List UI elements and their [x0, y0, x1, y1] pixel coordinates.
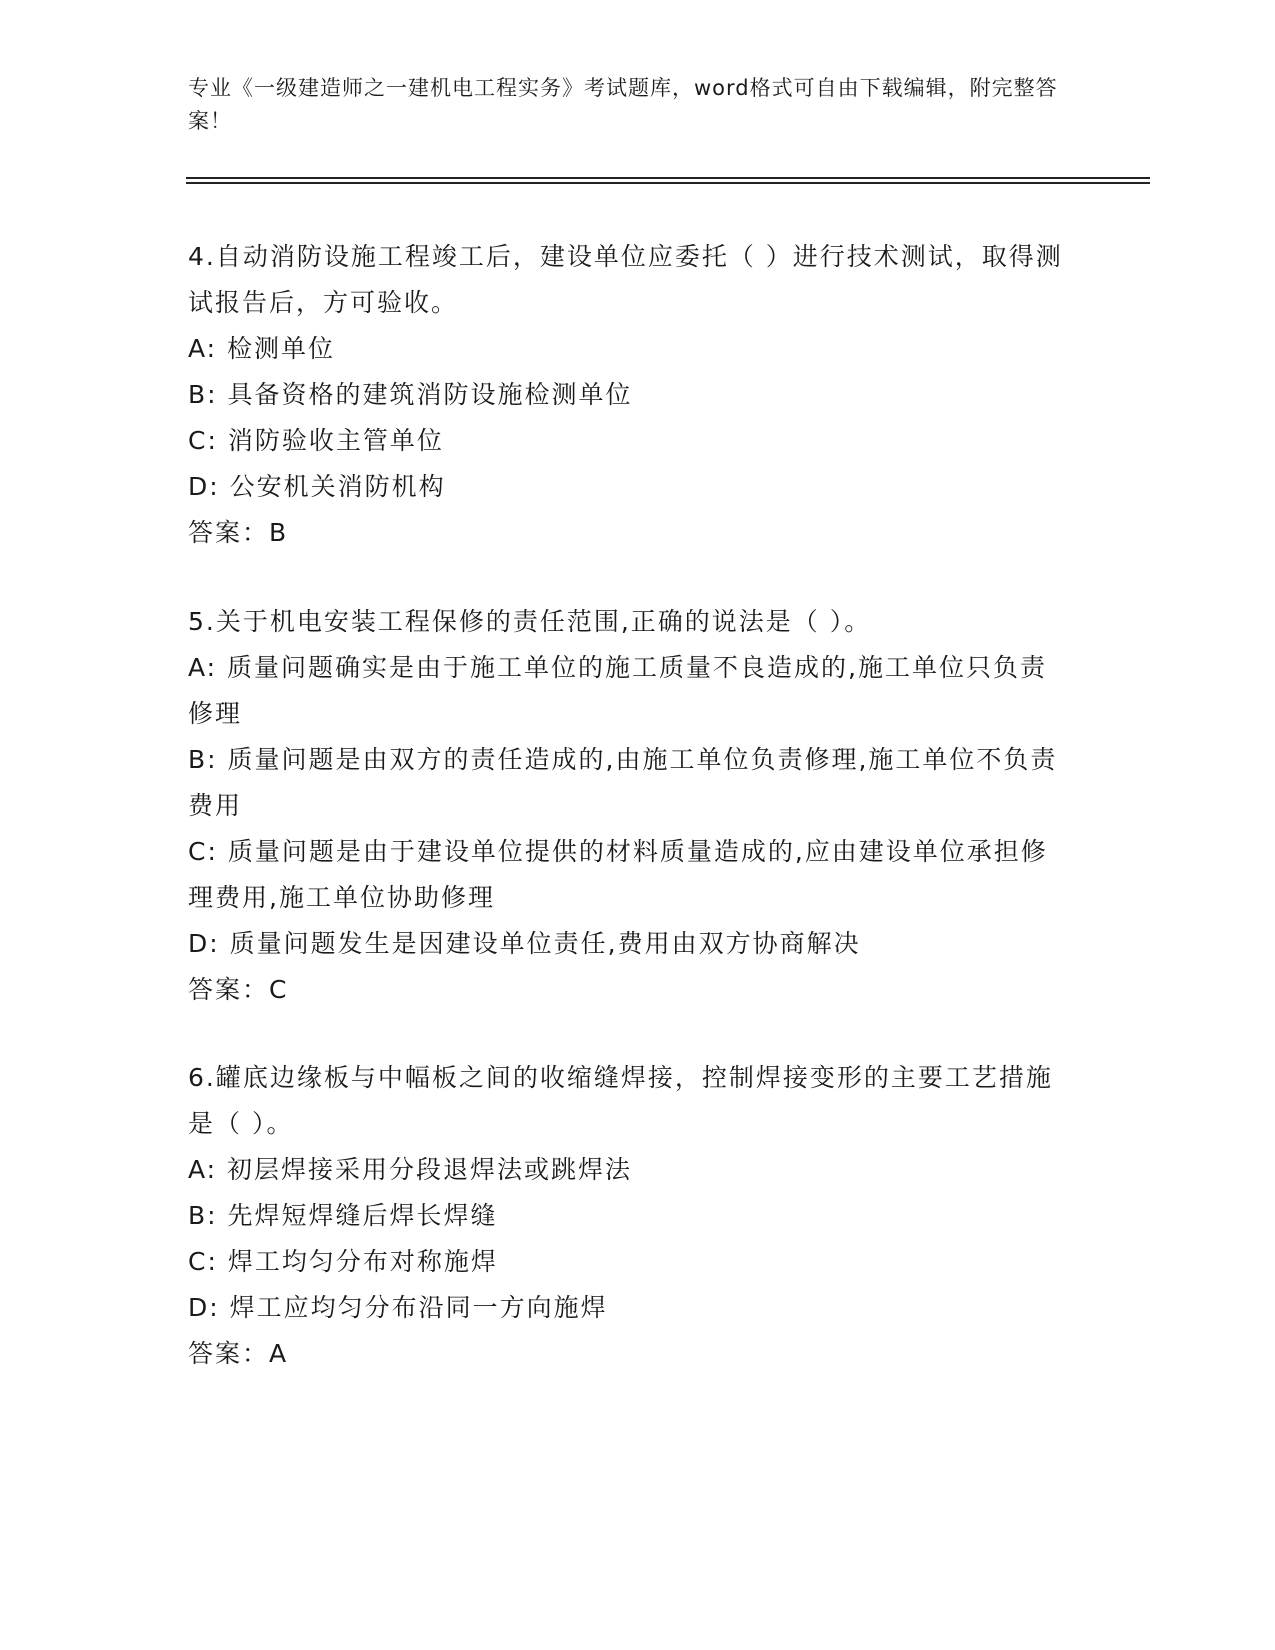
- option-d: D: 质量问题发生是因建设单位责任,费用由双方协商解决: [188, 929, 861, 958]
- header-rule-top: [186, 177, 1150, 179]
- answer-line: 答案：A: [188, 1339, 289, 1368]
- option-b: B: 先焊短焊缝后焊长焊缝: [188, 1201, 498, 1230]
- option-c: C: 消防验收主管单位: [188, 426, 444, 455]
- question-5: [188, 599, 1068, 1013]
- question-4: [188, 234, 1068, 556]
- option-d: D: 公安机关消防机构: [188, 472, 446, 501]
- answer-line: 答案：C: [188, 975, 289, 1004]
- question-stem: 6.罐底边缘板与中幅板之间的收缩缝焊接，控制焊接变形的主要工艺措施是（ ）。: [188, 1063, 1053, 1138]
- option-a: A: 初层焊接采用分段退焊法或跳焊法: [188, 1155, 633, 1184]
- question-stem: 5.关于机电安装工程保修的责任范围,正确的说法是（ ）。: [188, 607, 872, 636]
- option-b: B: 质量问题是由双方的责任造成的,由施工单位负责修理,施工单位不负责费用: [188, 745, 1058, 820]
- option-d: D: 焊工应均匀分布沿同一方向施焊: [188, 1293, 608, 1322]
- page-header: 专业《一级建造师之一建机电工程实务》考试题库，word格式可自由下载编辑，附完整答案！: [188, 76, 1058, 133]
- option-a: A: 质量问题确实是由于施工单位的施工质量不良造成的,施工单位只负责修理: [188, 653, 1047, 728]
- option-c: C: 质量问题是由于建设单位提供的材料质量造成的,应由建设单位承担修理费用,施工单位协助修理: [188, 837, 1048, 912]
- answer-line: 答案：B: [188, 518, 289, 547]
- header-rule-bottom: [186, 182, 1150, 184]
- option-a: A: 检测单位: [188, 334, 336, 363]
- option-c: C: 焊工均匀分布对称施焊: [188, 1247, 498, 1276]
- question-6: [188, 1055, 1068, 1377]
- option-b: B: 具备资格的建筑消防设施检测单位: [188, 380, 633, 409]
- question-stem: 4.自动消防设施工程竣工后，建设单位应委托（ ）进行技术测试，取得测试报告后，方可验收。: [188, 242, 1063, 317]
